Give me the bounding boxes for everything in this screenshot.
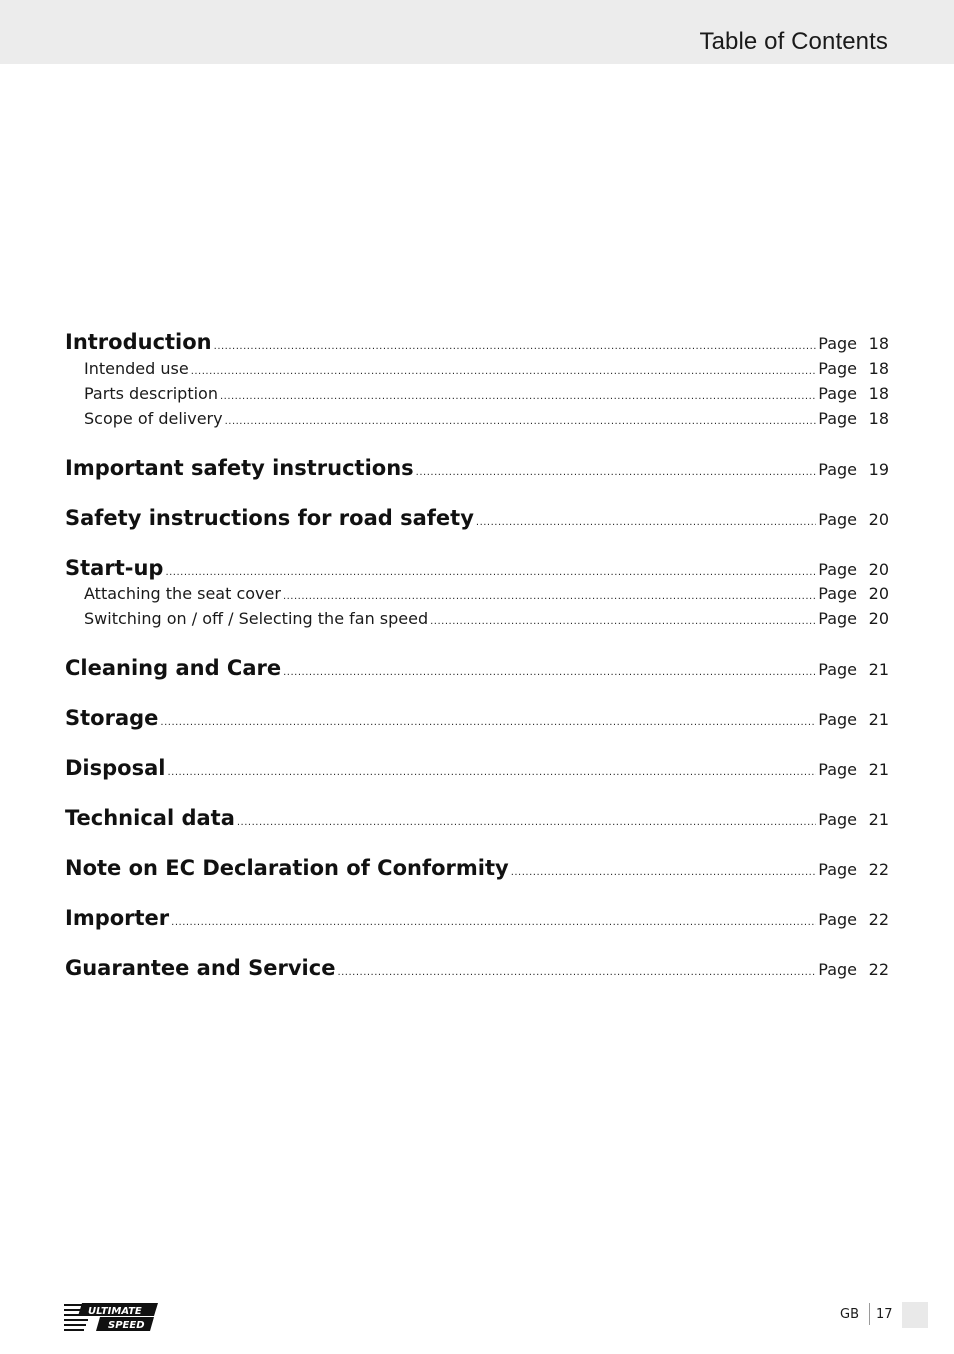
toc-page-ref: Page 20 <box>818 584 889 603</box>
toc-page-ref: Page 22 <box>818 910 889 929</box>
toc-page-ref: Page 18 <box>818 334 889 353</box>
toc-entry-label: Scope of delivery <box>84 409 223 428</box>
toc-entry-label: Technical data <box>65 806 235 830</box>
toc-entry-label: Important safety instructions <box>65 456 414 480</box>
toc-entry-label: Note on EC Declaration of Conformity <box>65 856 509 880</box>
dot-leader <box>416 467 817 478</box>
toc-entry-start-up[interactable] <box>65 556 889 580</box>
dot-leader <box>511 867 817 878</box>
toc-entry-label: Storage <box>65 706 159 730</box>
dot-leader <box>237 817 816 828</box>
toc-entry-label: Parts description <box>84 384 218 403</box>
toc-entry-road-safety[interactable] <box>65 506 889 530</box>
toc-entry-label: Cleaning and Care <box>65 656 282 680</box>
toc-entry-label: Attaching the seat cover <box>84 584 281 603</box>
toc-entry-disposal[interactable] <box>65 756 889 780</box>
footer-divider <box>869 1303 870 1325</box>
svg-text:SPEED: SPEED <box>108 1320 145 1331</box>
toc-page-ref: Page 22 <box>818 860 889 879</box>
dot-leader <box>160 717 816 728</box>
toc-page-ref: Page 20 <box>818 609 889 628</box>
toc-entry-intended-use[interactable] <box>65 359 889 378</box>
footer-marker <box>902 1302 928 1328</box>
dot-leader <box>214 341 817 352</box>
toc-entry-storage[interactable] <box>65 706 889 730</box>
toc-page-ref: Page 21 <box>818 760 889 779</box>
page-number: 17 <box>876 1307 893 1322</box>
dot-leader <box>165 567 816 578</box>
toc-page-ref: Page 19 <box>818 460 889 479</box>
toc-page-ref: Page 18 <box>818 409 889 428</box>
dot-leader <box>225 416 817 427</box>
toc-page-ref: Page 21 <box>818 660 889 679</box>
toc-entry-label: Safety instructions for road safety <box>65 506 474 530</box>
toc-entry-parts-description[interactable] <box>65 384 889 403</box>
dot-leader <box>167 767 816 778</box>
dot-leader <box>171 917 816 928</box>
page-title: Table of Contents <box>699 28 888 55</box>
toc-entry-attaching-seat-cover[interactable] <box>65 584 889 603</box>
toc-page-ref: Page 22 <box>818 960 889 979</box>
dot-leader <box>283 591 816 602</box>
toc-entry-ec-declaration[interactable] <box>65 856 889 880</box>
toc-entry-switching-on-off[interactable] <box>65 609 889 628</box>
svg-text:ULTIMATE: ULTIMATE <box>88 1306 142 1317</box>
toc-page-ref: Page 21 <box>818 710 889 729</box>
dot-leader <box>430 616 816 627</box>
toc-entry-label: Intended use <box>84 359 189 378</box>
dot-leader <box>191 366 817 377</box>
toc-entry-label: Guarantee and Service <box>65 956 336 980</box>
toc-entry-label: Switching on / off / Selecting the fan speed <box>84 609 429 628</box>
toc-entry-label: Importer <box>65 906 170 930</box>
toc-entry-importer[interactable] <box>65 906 889 930</box>
toc-page-ref: Page 20 <box>818 560 889 579</box>
toc-entry-technical-data[interactable] <box>65 806 889 830</box>
toc-page-ref: Page 21 <box>818 810 889 829</box>
language-code: GB <box>840 1307 859 1322</box>
toc-entry-label: Disposal <box>65 756 166 780</box>
dot-leader <box>283 667 816 678</box>
toc-entry-cleaning-and-care[interactable] <box>65 656 889 680</box>
toc-entry-guarantee-and-service[interactable] <box>65 956 889 980</box>
toc-page-ref: Page 18 <box>818 384 889 403</box>
dot-leader <box>220 391 816 402</box>
toc-entry-label: Introduction <box>65 330 212 354</box>
brand-logo <box>64 1302 160 1332</box>
dot-leader <box>476 517 816 528</box>
toc-page-ref: Page 18 <box>818 359 889 378</box>
toc-page-ref: Page 20 <box>818 510 889 529</box>
toc-entry-label: Start-up <box>65 556 164 580</box>
toc-entry-scope-of-delivery[interactable] <box>65 409 889 428</box>
dot-leader <box>337 967 816 978</box>
toc-entry-important-safety-instructions[interactable] <box>65 456 889 480</box>
toc-entry-introduction[interactable] <box>65 330 889 354</box>
